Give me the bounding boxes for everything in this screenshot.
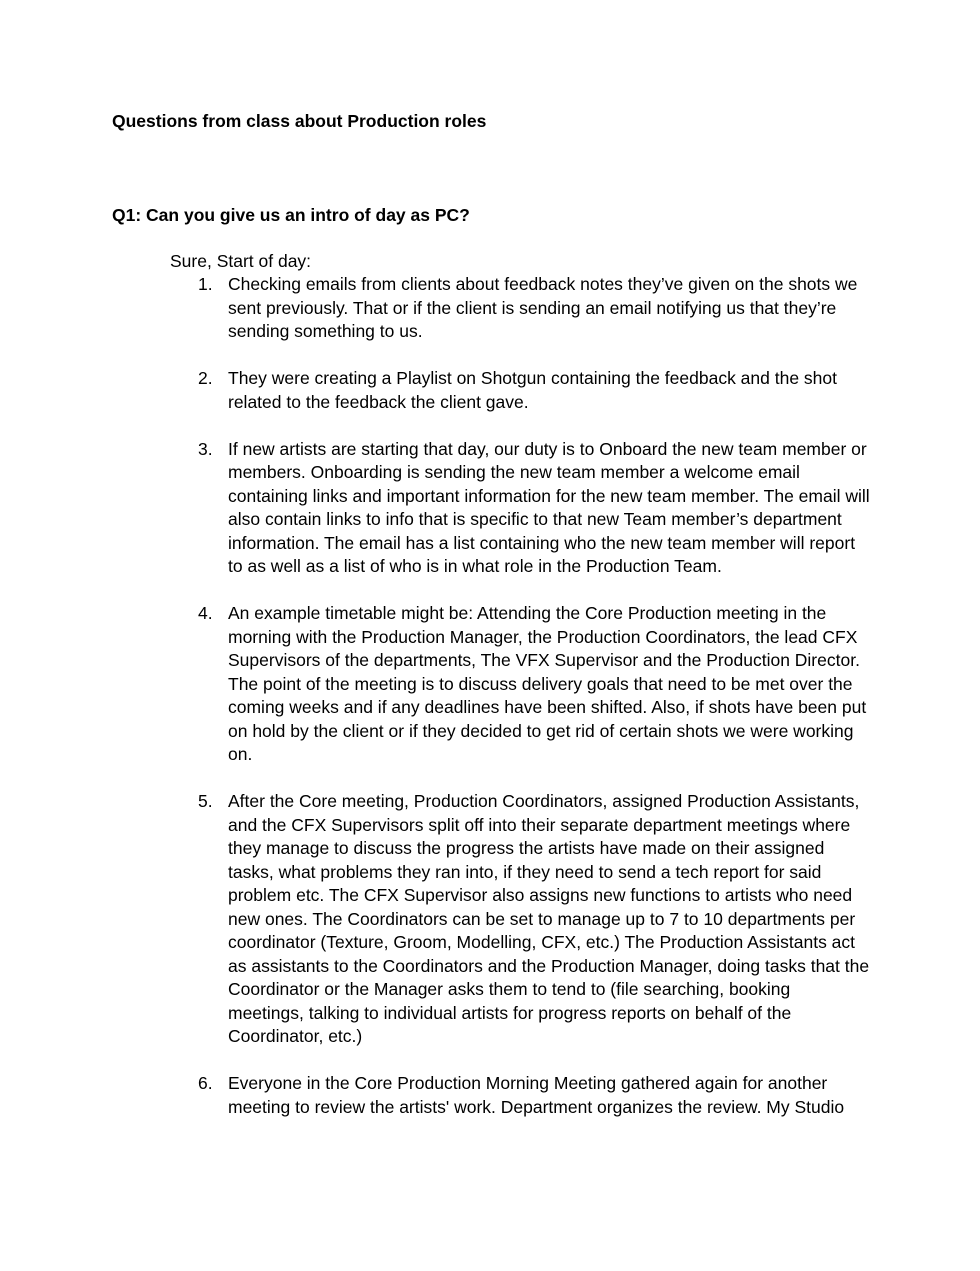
answer-intro: Sure, Start of day: — [170, 251, 312, 271]
list-item-text: Checking emails from clients about feedback notes they’ve given on the shots we sent previously. That or if the client is sending an email notifying us that they’re sending something to us. — [228, 274, 858, 341]
list-item-number: 5. — [198, 791, 213, 811]
list-item-number: 3. — [198, 438, 213, 459]
list-item — [170, 367, 870, 414]
list-item-number: 6. — [198, 1073, 213, 1093]
list-item-text: If new artists are starting that day, our duty is to Onboard the new team member or members. Onboarding is sending the new team member a welcome email containing links and important information for the new team member. The email will also contain links to info that is specific to that new Team member’s department information. The email has a list containing who the new team member will report to as well as a list of who is in what role in the Production Team. — [228, 438, 870, 576]
list-item-text: An example timetable might be: Attending the Core Production meeting in the morning with the Production Manager, the Production Coordinators, the lead CFX Supervisors of the departments, The VFX Supervisor and the Production Director. The point of the meeting is to discuss delivery goals that need to be met over the coming weeks and if any deadlines have been shifted. Also, if shots have been put on hold by the client or if they decided to get rid of certain shots we were working on. — [228, 603, 867, 764]
list-item-number: 1. — [198, 274, 213, 294]
list-item — [170, 438, 870, 579]
list-item-text: They were creating a Playlist on Shotgun containing the feedback and the shot related to the feedback the client gave. — [228, 368, 838, 412]
list-item-number: 2. — [198, 368, 213, 388]
list-item — [170, 1072, 870, 1119]
list-item — [170, 273, 870, 344]
list-item — [170, 602, 870, 767]
list-item — [170, 790, 870, 1049]
answer-list — [170, 273, 870, 1143]
document-title: Questions from class about Production roles — [112, 111, 487, 131]
list-item-text: Everyone in the Core Production Morning Meeting gathered again for another meeting to review the artists' work. Department organizes the review. My Studio — [228, 1073, 845, 1117]
list-item-number: 4. — [198, 603, 213, 623]
list-item-text: After the Core meeting, Production Coordinators, assigned Production Assistants, and the CFX Supervisors split off into their separate department meetings where they manage to discuss the progress the artists have made on their assigned tasks, what problems they ran into, if they need to send a tech report for said problem etc. The CFX Supervisor also assigns new functions to artists who need new ones. The Coordinators can be set to manage up to 7 to 10 departments per coordinator (Texture, Groom, Modelling, CFX, etc.) The Production Assistants act as assistants to the Coordinators and the Production Manager, doing tasks that the Coordinator or the Manager asks them to tend to (file searching, booking meetings, talking to individual artists for progress reports on behalf of the Coordinator, etc.) — [228, 791, 870, 1046]
question-heading: Q1: Can you give us an intro of day as PC? — [112, 205, 470, 225]
